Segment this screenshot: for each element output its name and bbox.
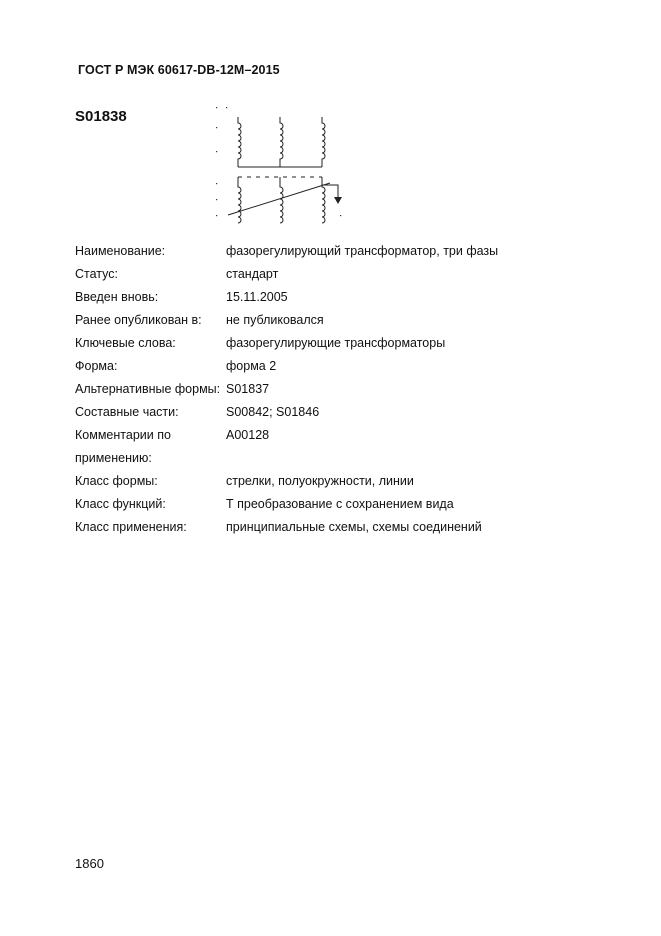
property-value: фазорегулирующие трансформаторы (226, 336, 446, 350)
property-row (75, 470, 635, 493)
property-label: Форма: (75, 359, 118, 373)
property-label: Статус: (75, 267, 118, 281)
property-value: 15.11.2005 (226, 290, 288, 304)
property-value: Т преобразование с сохранением вида (226, 497, 454, 511)
bottom-winding-3 (322, 177, 325, 223)
properties-list (75, 240, 635, 539)
bottom-winding-1 (238, 177, 241, 223)
property-row (75, 401, 635, 424)
property-row (75, 263, 635, 286)
phase-shifting-transformer-symbol (210, 103, 350, 228)
top-winding-2 (280, 117, 283, 167)
property-row (75, 493, 635, 516)
property-value: S00842; S01846 (226, 405, 320, 419)
property-row (75, 355, 635, 378)
top-winding-1 (238, 117, 241, 167)
property-value: форма 2 (226, 359, 277, 373)
property-row (75, 516, 635, 539)
property-label: Ключевые слова: (75, 336, 176, 350)
property-label: Комментарии по применению: (75, 428, 171, 465)
property-value: A00128 (226, 428, 270, 442)
output-arrow-head (334, 197, 342, 204)
property-label: Наименование: (75, 244, 166, 258)
property-row (75, 240, 635, 263)
property-label: Ранее опубликован в: (75, 313, 202, 327)
property-label: Класс применения: (75, 520, 187, 534)
property-row (75, 378, 635, 401)
property-value: принципиальные схемы, схемы соединений (226, 520, 482, 534)
top-winding-3 (322, 117, 325, 167)
property-value: S01837 (226, 382, 270, 396)
symbol-code: S01838 (75, 108, 127, 125)
regulation-arrow-line (228, 183, 330, 215)
property-label: Введен вновь: (75, 290, 159, 304)
property-label: Класс функций: (75, 497, 166, 511)
property-value: не публиковался (226, 313, 324, 327)
page-number: 1860 (75, 856, 104, 871)
bottom-winding-2 (280, 177, 283, 223)
property-value: стрелки, полуокружности, линии (226, 474, 414, 488)
property-value: фазорегулирующий трансформатор, три фазы (226, 244, 499, 258)
property-label: Составные части: (75, 405, 179, 419)
property-row (75, 286, 635, 309)
property-label: Класс формы: (75, 474, 158, 488)
property-label: Альтернативные формы: (75, 382, 221, 396)
property-row (75, 424, 635, 470)
property-row (75, 332, 635, 355)
document-header: ГОСТ Р МЭК 60617-DB-12M–2015 (78, 63, 280, 77)
property-value: стандарт (226, 267, 279, 281)
property-row (75, 309, 635, 332)
